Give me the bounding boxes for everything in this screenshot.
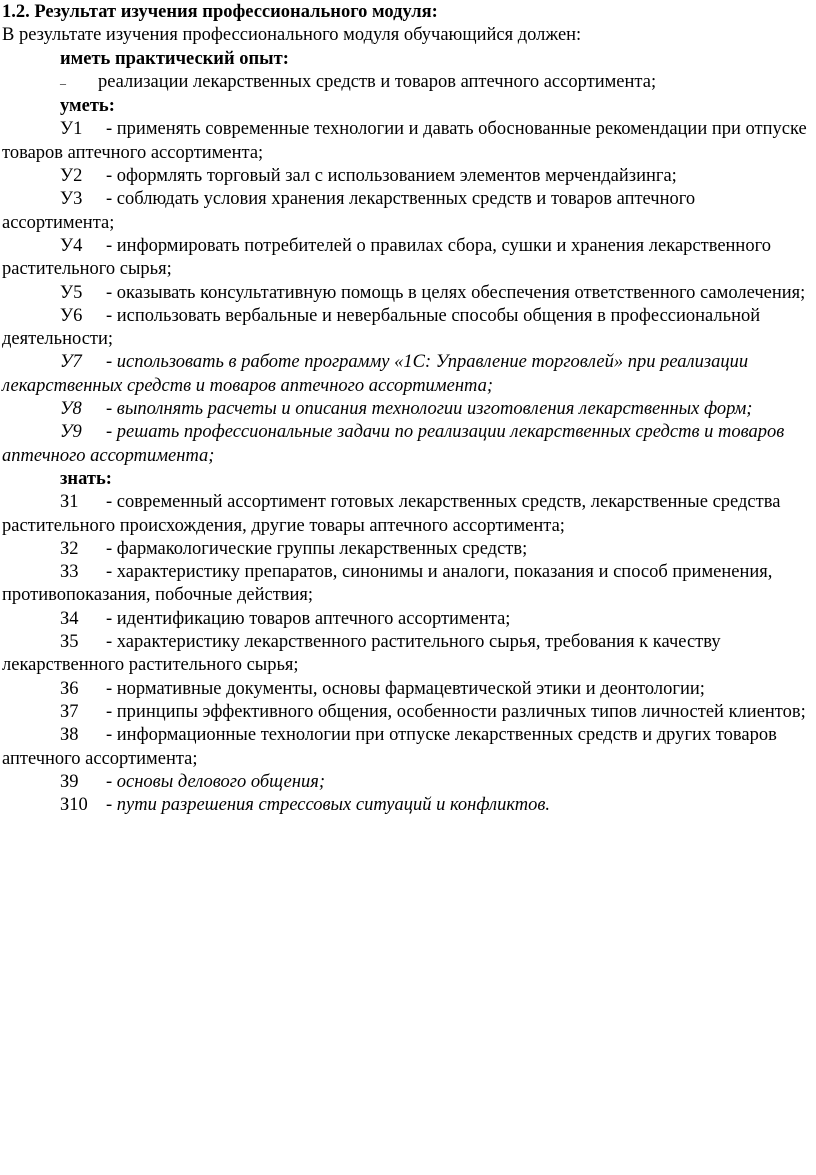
skill-item-u8	[2, 398, 812, 421]
knowledge-item-z2	[2, 538, 812, 561]
skill-text: - использовать вербальные и невербальные способы общения в профессиональной деятельности;	[2, 305, 761, 350]
skill-item-u5	[2, 282, 812, 305]
skill-code: У6	[60, 305, 83, 326]
knowledge-item-z9	[2, 771, 812, 794]
knowledge-text: основы делового общения;	[116, 771, 326, 792]
skill-code: У7	[60, 352, 82, 373]
experience-label: иметь практический опыт:	[60, 48, 289, 69]
skill-text: - использовать в работе программу «1С: Управление торговлей» при реализации лекарственных средств и товаров аптечного ассортимента;	[2, 352, 749, 396]
knowledge-text: - фармакологические группы лекарственных средств;	[106, 538, 528, 559]
skill-code: У2	[60, 166, 83, 187]
knowledge-text: - характеристику лекарственного растительного сырья, требования к качеству лекарственного растительного сырья;	[2, 632, 721, 676]
knowledge-text: - идентификацию товаров аптечного ассортимента;	[106, 608, 511, 629]
knowledge-label: знать:	[60, 468, 112, 489]
knowledge-text: - нормативные документы, основы фармацевтической этики и деонтологии;	[106, 678, 705, 699]
knowledge-text: пути разрешения стрессовых ситуаций и конфликтов.	[116, 795, 551, 816]
knowledge-item-z7	[2, 701, 812, 724]
knowledge-code: З6	[60, 678, 79, 699]
knowledge-code: З4	[60, 608, 79, 629]
document-page	[0, 1, 816, 1175]
skill-text: - применять современные технологии и давать обоснованные рекомендации при отпуске товаров аптечного ассортимента;	[2, 119, 807, 163]
knowledge-item-z3	[2, 561, 812, 608]
knowledge-item-z6	[2, 678, 812, 701]
skill-code: У3	[60, 189, 83, 210]
knowledge-dash: -	[106, 771, 113, 792]
knowledge-code: З1	[60, 492, 79, 513]
skill-item-u9	[2, 421, 812, 468]
knowledge-item-z1	[2, 491, 812, 538]
intro-text: В результате изучения профессионального модуля обучающийся должен:	[2, 25, 582, 46]
knowledge-text: - характеристику препаратов, синонимы и аналоги, показания и способ применения, противопоказания, побочные действия;	[2, 562, 773, 606]
knowledge-text: - современный ассортимент готовых лекарственных средств, лекарственные средства растительного происхождения, другие товары аптечного ассортимента;	[2, 492, 781, 536]
experience-item-text: реализации лекарственных средств и товаров аптечного ассортимента;	[98, 71, 657, 92]
skill-item-u2	[2, 165, 812, 188]
skill-code: У8	[60, 399, 82, 420]
knowledge-item-z8	[2, 724, 812, 771]
skill-item-u6	[2, 305, 812, 352]
skill-code: У1	[60, 119, 83, 140]
skill-text: - информировать потребителей о правилах сбора, сушки и хранения лекарственного растительного сырья;	[2, 235, 771, 280]
section-heading: 1.2. Результат изучения профессионального модуля:	[2, 2, 438, 22]
skill-text: - оказывать консультативную помощь в целях обеспечения ответственного самолечения;	[106, 282, 806, 303]
knowledge-dash: -	[106, 795, 113, 816]
skill-text: - соблюдать условия хранения лекарственных средств и товаров аптечного ассортимента;	[2, 189, 696, 233]
experience-item	[2, 71, 812, 95]
knowledge-code: З9	[60, 771, 79, 792]
knowledge-text: - информационные технологии при отпуске лекарственных средств и других товаров аптечного ассортимента;	[2, 725, 777, 769]
skill-text: - решать профессиональные задачи по реализации лекарственных средств и товаров аптечного ассортимента;	[2, 422, 785, 466]
skill-item-u1	[2, 118, 812, 165]
knowledge-code: З3	[60, 562, 79, 583]
skill-code: У5	[60, 282, 83, 303]
skill-code: У4	[60, 235, 83, 256]
knowledge-code: З10	[60, 795, 88, 816]
skill-text: - выполнять расчеты и описания технологии изготовления лекарственных форм;	[106, 399, 753, 420]
skill-item-u7	[2, 351, 812, 398]
dash-bullet: –	[60, 75, 66, 90]
skills-label: уметь:	[60, 96, 115, 117]
skill-item-u3	[2, 188, 812, 235]
knowledge-item-z10	[2, 794, 812, 817]
skill-text: - оформлять торговый зал с использованием элементов мерчендайзинга;	[106, 166, 677, 187]
knowledge-item-z4	[2, 608, 812, 631]
knowledge-code: З7	[60, 701, 79, 722]
skill-code: У9	[60, 422, 82, 443]
knowledge-code: З5	[60, 632, 79, 653]
knowledge-code: З2	[60, 538, 79, 559]
skill-item-u4	[2, 235, 812, 282]
knowledge-text: - принципы эффективного общения, особенности различных типов личностей клиентов;	[106, 701, 806, 722]
knowledge-item-z5	[2, 631, 812, 678]
knowledge-code: З8	[60, 725, 79, 746]
